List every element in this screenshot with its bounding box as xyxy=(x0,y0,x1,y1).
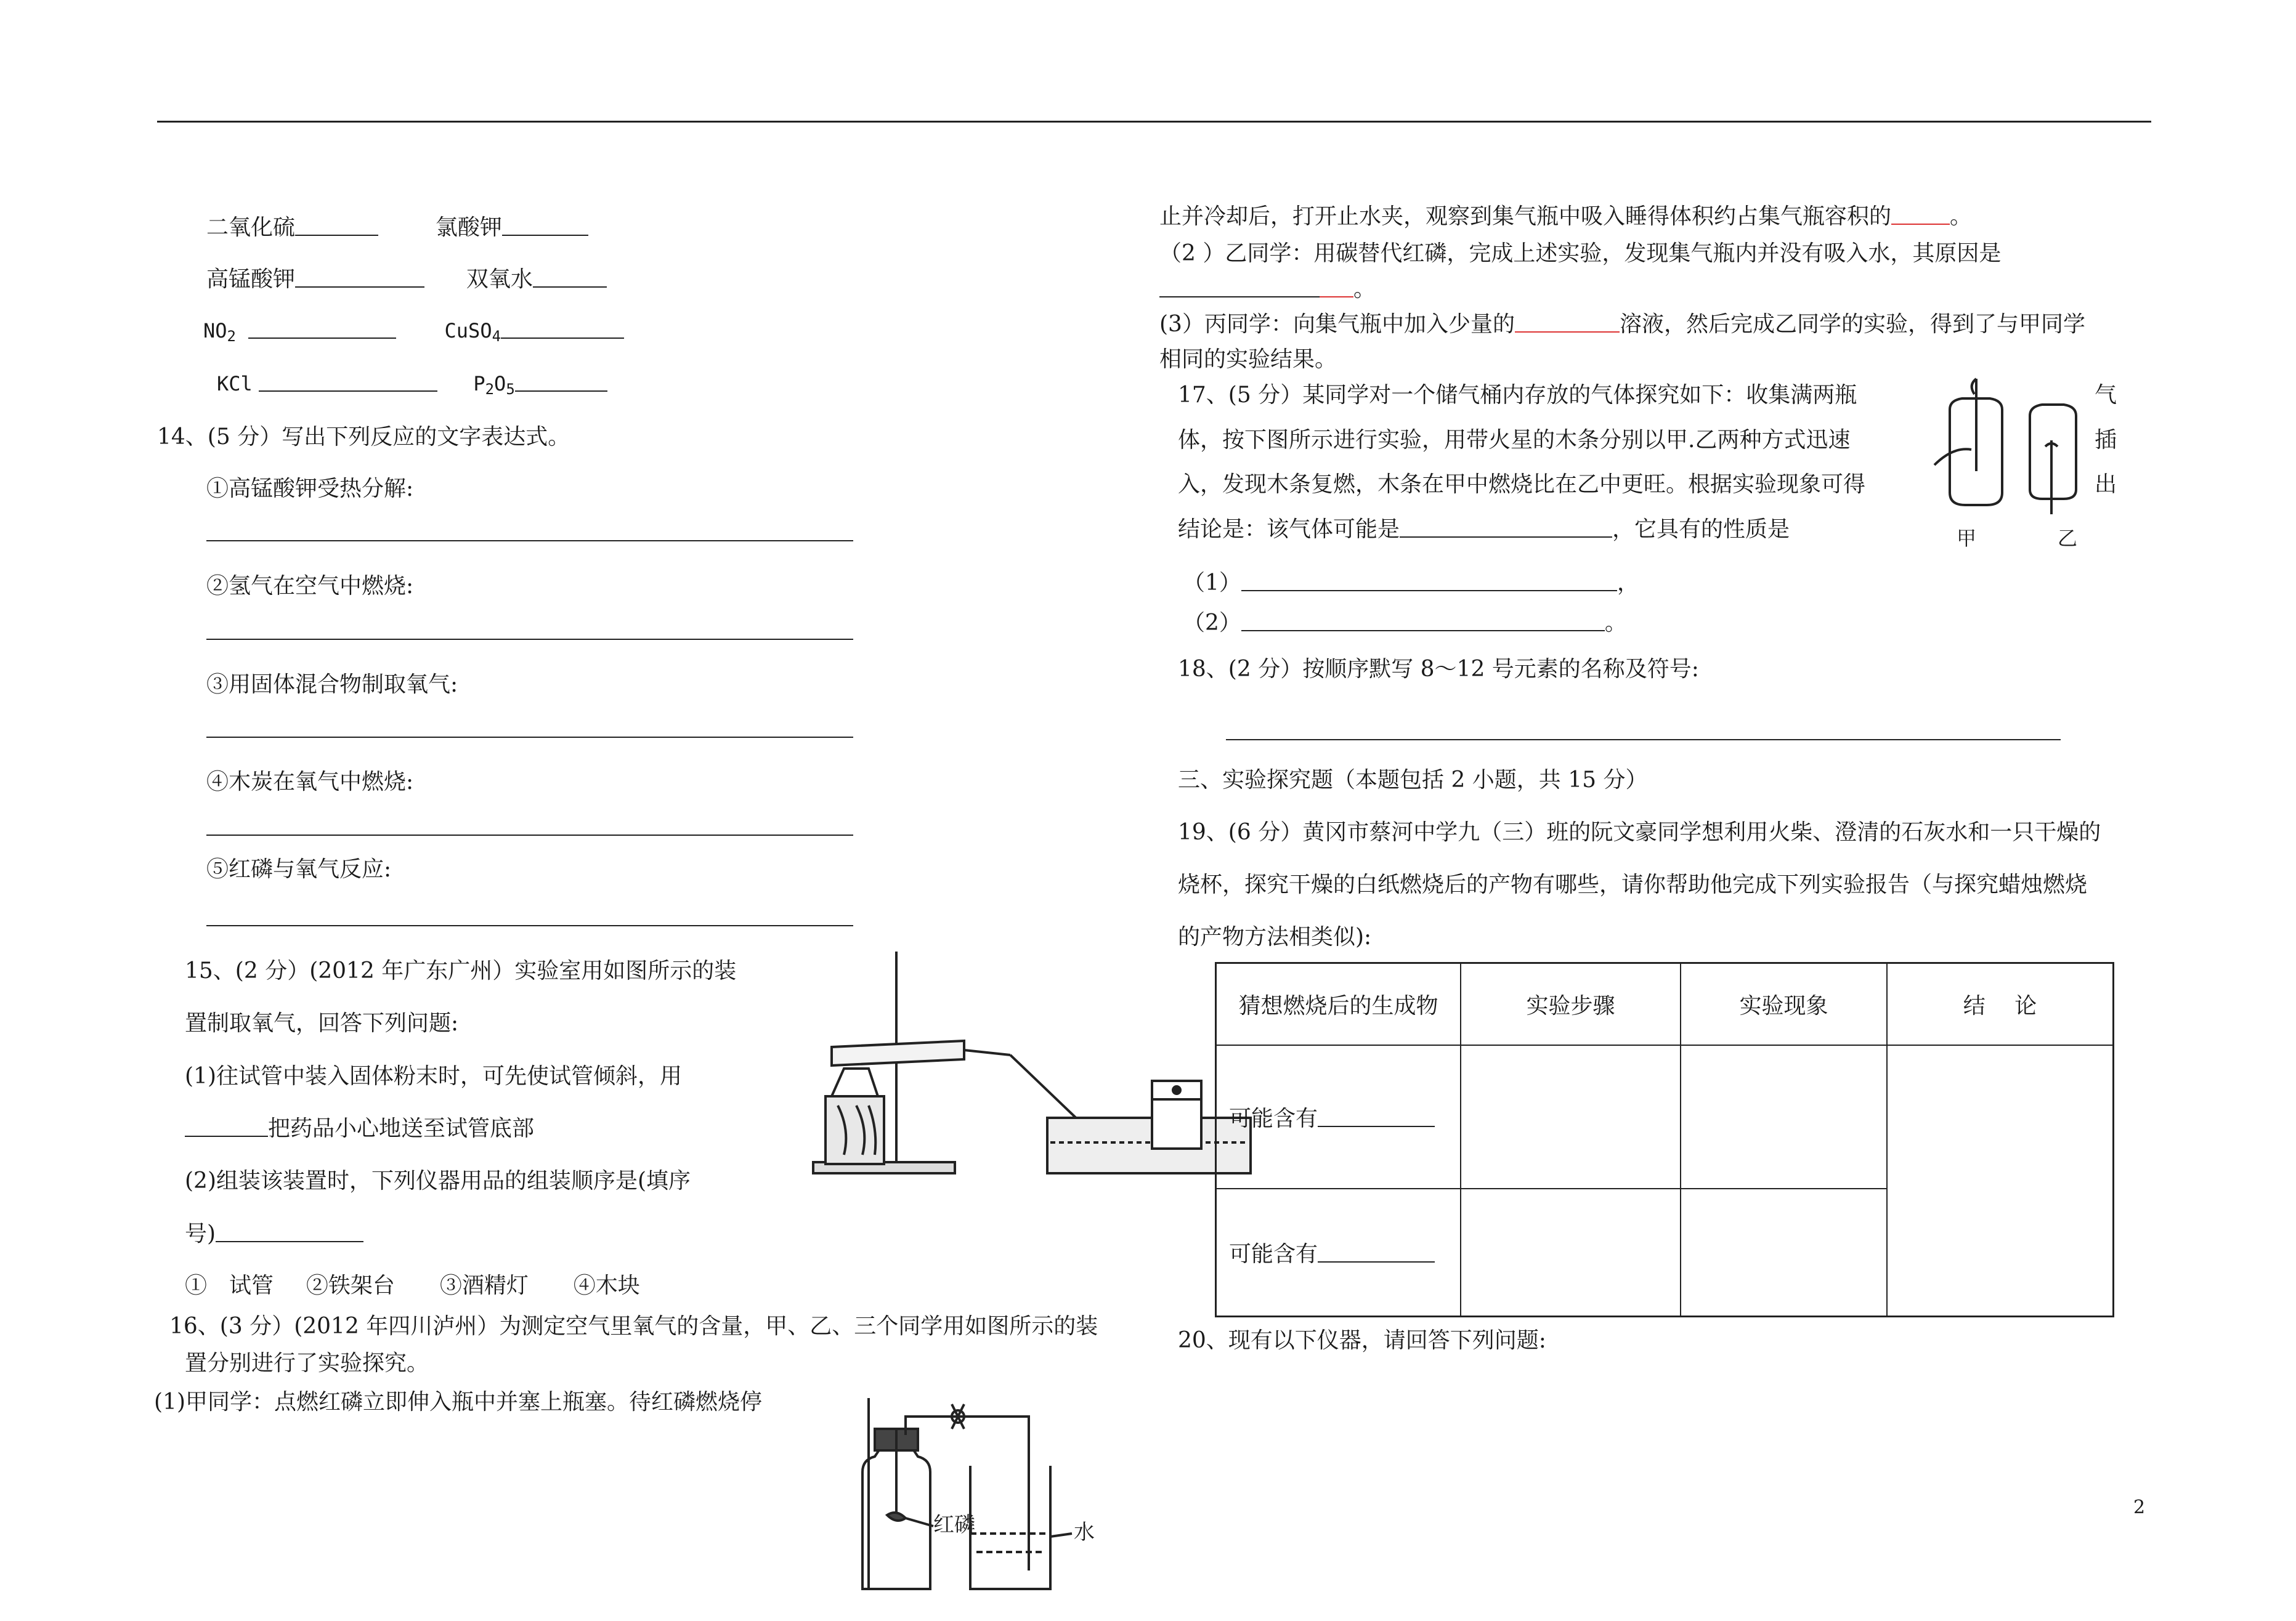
q15-options xyxy=(185,1272,640,1299)
table-cell[interactable] xyxy=(1461,1045,1681,1189)
q16-part2-answer-row xyxy=(1159,276,1376,302)
q15-line3: (1)往试管中装入固体粉末时，可先使试管倾斜，用 xyxy=(185,1064,682,1089)
q13-row2 xyxy=(206,266,607,293)
q16-part2: （2 ）乙同学：用碳替代红磷，完成上述实验，发现集气瓶内并没有吸入水，其原因是 xyxy=(1159,241,2002,266)
q18-title: 18、(2 分）按顺序默写 8～12 号元素的名称及符号: xyxy=(1178,657,1699,682)
q15-option-3: ③酒精灯 xyxy=(439,1273,529,1298)
q13-sulfur-dioxide-label: 二氧化硫 xyxy=(206,215,296,240)
q19-report-table xyxy=(1215,962,2114,1317)
q16-part3-c: 相同的实验结果。 xyxy=(1159,347,1337,372)
answer-blank[interactable] xyxy=(1318,1243,1435,1263)
q16-apparatus-figure xyxy=(838,1392,1109,1601)
answer-line[interactable] xyxy=(206,540,853,541)
answer-line[interactable] xyxy=(206,835,853,836)
table-header: 实验步骤 xyxy=(1461,963,1681,1045)
q16-part3-b: 溶液，然后完成乙同学的实验，得到了与甲同学 xyxy=(1619,312,2085,337)
table-cell xyxy=(1216,1045,1461,1189)
table-cell[interactable] xyxy=(1461,1189,1681,1317)
page-number: 2 xyxy=(2133,1497,2146,1518)
header-rule xyxy=(157,121,2151,123)
q16-part3-a: (3）丙同学：向集气瓶中加入少量的 xyxy=(1159,312,1515,337)
q16-line3: (1)甲同学：点燃红磷立即伸入瓶中并塞上瓶塞。待红磷燃烧停 xyxy=(154,1389,762,1415)
answer-blank[interactable] xyxy=(1891,205,1950,225)
q13-kcl-formula: KCl xyxy=(217,372,253,395)
q17-side-2: 插 xyxy=(2095,427,2117,453)
q14-item-3: ③用固体混合物制取氧气: xyxy=(206,672,458,697)
q14-item-1: ①高锰酸钾受热分解: xyxy=(206,476,414,501)
q15-option-1: ① 试管 xyxy=(185,1273,274,1298)
answer-line[interactable] xyxy=(206,737,853,738)
answer-blank[interactable] xyxy=(502,216,588,236)
answer-blank[interactable] xyxy=(515,372,607,392)
table-cell[interactable] xyxy=(1887,1045,2114,1317)
q17-line1: 17、(5 分）某同学对一个储气桶内存放的气体探究如下：收集满两瓶 xyxy=(1178,382,1857,408)
q15-apparatus-figure xyxy=(807,945,1257,1179)
answer-blank[interactable] xyxy=(1241,612,1605,631)
q17-side-1: 气 xyxy=(2095,382,2117,408)
q16-part2-end: 。 xyxy=(1353,277,1376,302)
answer-line[interactable] xyxy=(206,639,853,640)
q13-potassium-chlorate-label: 氯酸钾 xyxy=(435,215,502,240)
answer-line[interactable] xyxy=(1226,739,2061,740)
q17-gas-jars-figure xyxy=(1916,373,2088,514)
q14-item-2: ②氢气在空气中燃烧: xyxy=(206,573,414,599)
q17-line4-a: 结论是：该气体可能是 xyxy=(1178,517,1400,542)
answer-blank[interactable] xyxy=(1241,572,1617,591)
table-header: 猜想燃烧后的生成物 xyxy=(1216,963,1461,1045)
q13-row3 xyxy=(203,319,624,346)
q16-fig-label-red-phosphorus: 红磷 xyxy=(933,1513,975,1537)
table-cell[interactable] xyxy=(1681,1045,1887,1189)
q19-line2: 烧杯，探究干燥的白纸燃烧后的产物有哪些，请你帮助他完成下列实验报告（与探究蜡烛燃烧 xyxy=(1178,872,2088,897)
q15-line2: 置制取氧气，回答下列问题: xyxy=(185,1011,459,1036)
q15-line4-row xyxy=(185,1115,534,1142)
q17-p1: （1） xyxy=(1183,570,1241,596)
q17-p2: （2） xyxy=(1183,610,1241,636)
q16-fig-label-water: 水 xyxy=(1074,1520,1095,1545)
q14-title: 14、(5 分）写出下列反应的文字表达式。 xyxy=(157,424,570,450)
table-cell xyxy=(1216,1189,1461,1317)
q15-option-2: ②铁架台 xyxy=(306,1273,395,1298)
answer-blank[interactable] xyxy=(533,268,607,288)
answer-blank[interactable] xyxy=(1400,518,1612,538)
q16-cont1-end: 。 xyxy=(1950,204,1973,229)
q19-line3: 的产物方法相类似): xyxy=(1178,924,1372,950)
answer-blank[interactable] xyxy=(1318,1107,1435,1127)
q13-no2-formula: $NO_2$ xyxy=(203,319,236,345)
q16-line1: 16、(3 分）(2012 年四川泸州）为测定空气里氧气的含量，甲、乙、三个同学用如图所示的装 xyxy=(169,1314,1098,1339)
table-header: 实验现象 xyxy=(1681,963,1887,1045)
q13-p2o5-formula: $P_2O_5$ xyxy=(473,372,515,398)
answer-blank[interactable] xyxy=(1159,278,1320,297)
answer-blank[interactable] xyxy=(259,372,437,392)
answer-blank[interactable] xyxy=(1320,278,1353,297)
q14-item-5: ⑤红磷与氧气反应: xyxy=(206,857,392,882)
answer-blank[interactable] xyxy=(1515,313,1620,333)
q16-cont1-row xyxy=(1159,203,1972,230)
q17-line2: 体，按下图所示进行实验，用带火星的木条分别以甲.乙两种方式迅速 xyxy=(1178,427,1851,453)
q17-p1-row xyxy=(1183,570,1639,596)
q13-cuso4-formula: CuSO$_4$ xyxy=(444,319,501,345)
q17-line4-b: ，它具有的性质是 xyxy=(1612,517,1790,542)
answer-blank[interactable] xyxy=(295,268,424,288)
q16-cont1: 止并冷却后，打开止水夹，观察到集气瓶中吸入睡得体积约占集气瓶容积的 xyxy=(1159,204,1892,229)
q17-line3: 入，发现木条复燃，木条在甲中燃烧比在乙中更旺。根据实验现象可得 xyxy=(1178,472,1866,497)
q19-line1: 19、(6 分）黄冈市蔡河中学九（三）班的阮文豪同学想利用火柴、澄清的石灰水和一只干燥的 xyxy=(1178,820,2101,845)
q15-line1: 15、(2 分）(2012 年广东广州）实验室用如图所示的装 xyxy=(185,958,737,984)
q17-p2-row xyxy=(1183,610,1627,636)
q13-potassium-permanganate-label: 高锰酸钾 xyxy=(206,267,296,292)
q13-row1 xyxy=(206,214,588,241)
table-header: 结 论 xyxy=(1887,963,2114,1045)
q17-side-3: 出 xyxy=(2095,472,2117,497)
section3-title: 三、实验探究题（本题包括 2 小题，共 15 分） xyxy=(1178,767,1648,793)
answer-blank[interactable] xyxy=(185,1117,268,1137)
answer-line[interactable] xyxy=(206,925,853,926)
q17-p2-end: 。 xyxy=(1604,610,1627,636)
q15-line6-row xyxy=(185,1221,363,1247)
q16-part3-row xyxy=(1159,311,2085,338)
answer-blank[interactable] xyxy=(248,319,396,339)
q15-line4: 把药品小心地送至试管底部 xyxy=(268,1116,535,1141)
q16-line2: 置分别进行了实验探究。 xyxy=(185,1351,429,1376)
q17-p1-end: ， xyxy=(1617,570,1639,596)
q15-option-4: ④木块 xyxy=(573,1273,640,1298)
q13-hydrogen-peroxide-label: 双氧水 xyxy=(466,267,533,292)
answer-blank[interactable] xyxy=(216,1223,363,1242)
q17-fig-label-jia: 甲 xyxy=(1957,527,1977,550)
q17-line4-row xyxy=(1178,516,1790,543)
q15-line5: (2)组装该装置时，下列仪器用品的组装顺序是(填序 xyxy=(185,1168,691,1194)
q14-item-4: ④木炭在氧气中燃烧: xyxy=(206,769,414,794)
q15-line6: 号) xyxy=(185,1221,216,1247)
q17-fig-label-yi: 乙 xyxy=(2058,527,2078,550)
table-cell-label: 可能含有 xyxy=(1229,1106,1318,1131)
table-cell-label: 可能含有 xyxy=(1229,1241,1318,1267)
q20-title: 20、现有以下仪器，请回答下列问题: xyxy=(1178,1328,1546,1353)
answer-blank[interactable] xyxy=(501,319,624,339)
q13-row4 xyxy=(217,372,607,398)
table-cell[interactable] xyxy=(1681,1189,1887,1317)
answer-blank[interactable] xyxy=(295,216,378,236)
